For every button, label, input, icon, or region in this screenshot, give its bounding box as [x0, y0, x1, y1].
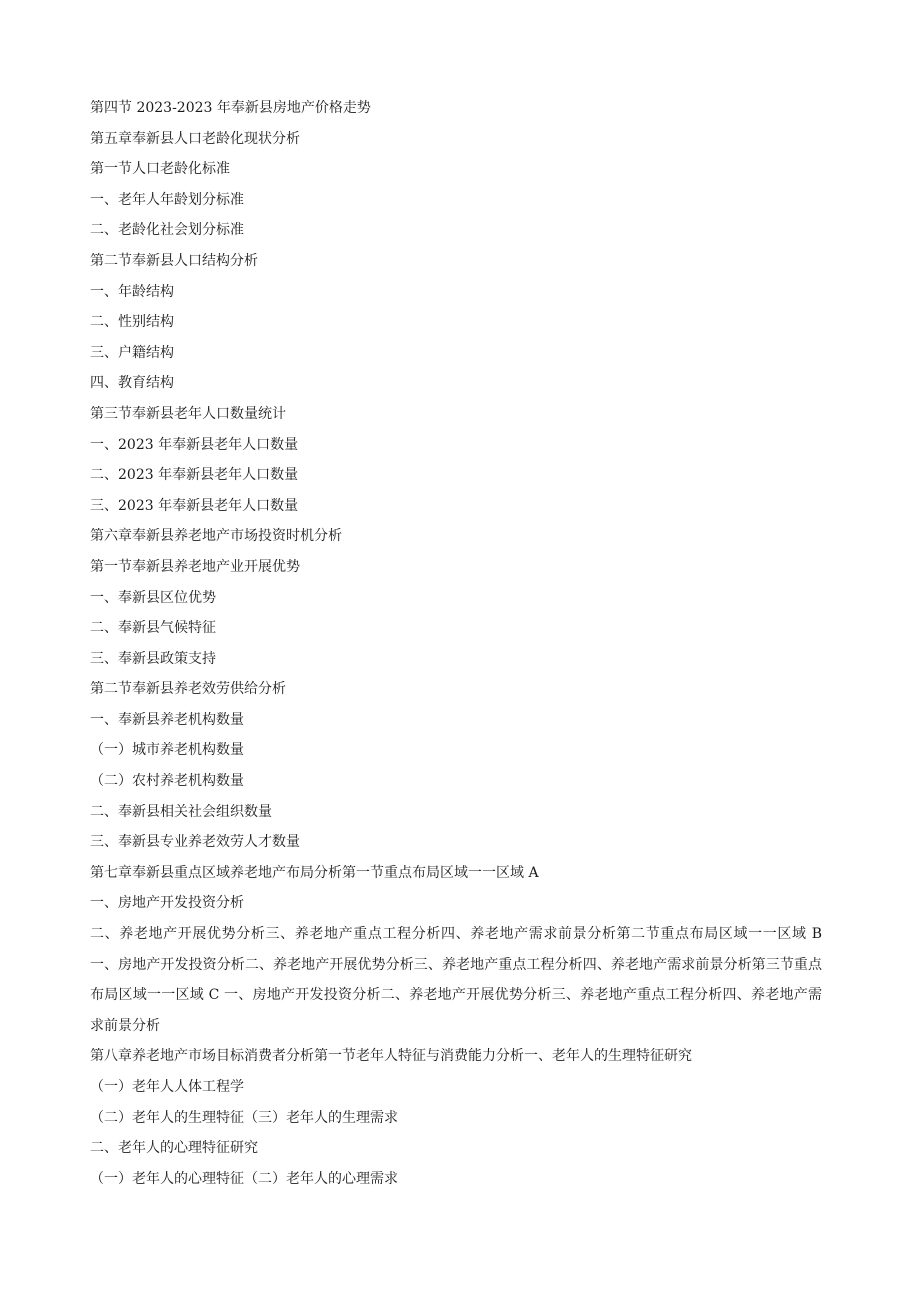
- toc-line: （一）老年人的心理特征（二）老年人的心理需求: [90, 1170, 398, 1187]
- document-body: [90, 93, 822, 1194]
- toc-line: 二、老龄化社会划分标准: [90, 222, 244, 239]
- toc-line: 第一节人口老龄化标准: [90, 161, 230, 178]
- toc-line: 第八章养老地产市场目标消费者分析第一节老年人特征与消费能力分析一、老年人的生理特征研究: [90, 1048, 692, 1065]
- toc-line: 二、奉新县气候特征: [90, 620, 216, 637]
- toc-line: 第四节 2023-2023 年奉新县房地产价格走势: [90, 100, 371, 116]
- toc-line: 二、性别结构: [90, 314, 174, 331]
- toc-line: 第二节奉新县养老效劳供给分析: [90, 681, 286, 698]
- toc-line: 三、户籍结构: [90, 344, 174, 361]
- toc-line: （二）老年人的生理特征（三）老年人的生理需求: [90, 1109, 398, 1126]
- toc-line: 四、教育结构: [90, 375, 174, 392]
- toc-line: 一、年龄结构: [90, 283, 174, 300]
- toc-line: （二）农村养老机构数量: [90, 773, 244, 790]
- toc-line: 第七章奉新县重点区域养老地产布局分析第一节重点布局区域一一区域 A: [90, 864, 539, 881]
- toc-line: 第二节奉新县人口结构分析: [90, 252, 258, 269]
- toc-line: 第五章奉新县人口老龄化现状分析: [90, 130, 300, 147]
- toc-line: （一）老年人人体工程学: [90, 1079, 244, 1095]
- toc-line: 一、2023 年奉新县老年人口数量: [90, 436, 299, 453]
- toc-line: 第一节奉新县养老地产业开展优势: [90, 558, 300, 575]
- toc-line: 第三节奉新县老年人口数量统计: [90, 405, 286, 422]
- toc-line: 一、房地产开发投资分析: [90, 895, 244, 912]
- toc-line: 第六章奉新县养老地产市场投资时机分析: [90, 528, 342, 545]
- toc-line: 三、2023 年奉新县老年人口数量: [90, 497, 299, 514]
- toc-paragraph: 二、养老地产开展优势分析三、养老地产重点工程分析四、养老地产需求前景分析第二节重点布局区域一一区域 B 一、房地产开发投资分析二、养老地产开展优势分析三、养老地产重点工程分析四、养老地产需求前景分析第三节重点布局区域一一区域 C 一、房地产开发投资分析二、养老地产开展优势分析三、养老地产重点工程分析四、养老地产需求前景分析: [90, 926, 822, 1034]
- toc-line: 二、2023 年奉新县老年人口数量: [90, 467, 299, 484]
- toc-line: 一、老年人年龄划分标准: [90, 191, 244, 208]
- toc-line: 二、奉新县相关社会组织数量: [90, 803, 272, 820]
- toc-line: 一、奉新县养老机构数量: [90, 711, 244, 728]
- toc-line: 三、奉新县政策支持: [90, 650, 216, 667]
- toc-line: 二、老年人的心理特征研究: [90, 1140, 258, 1157]
- toc-line: 三、奉新县专业养老效劳人才数量: [90, 834, 300, 851]
- toc-line: （一）城市养老机构数量: [90, 742, 244, 759]
- toc-line: 一、奉新县区位优势: [90, 589, 216, 606]
